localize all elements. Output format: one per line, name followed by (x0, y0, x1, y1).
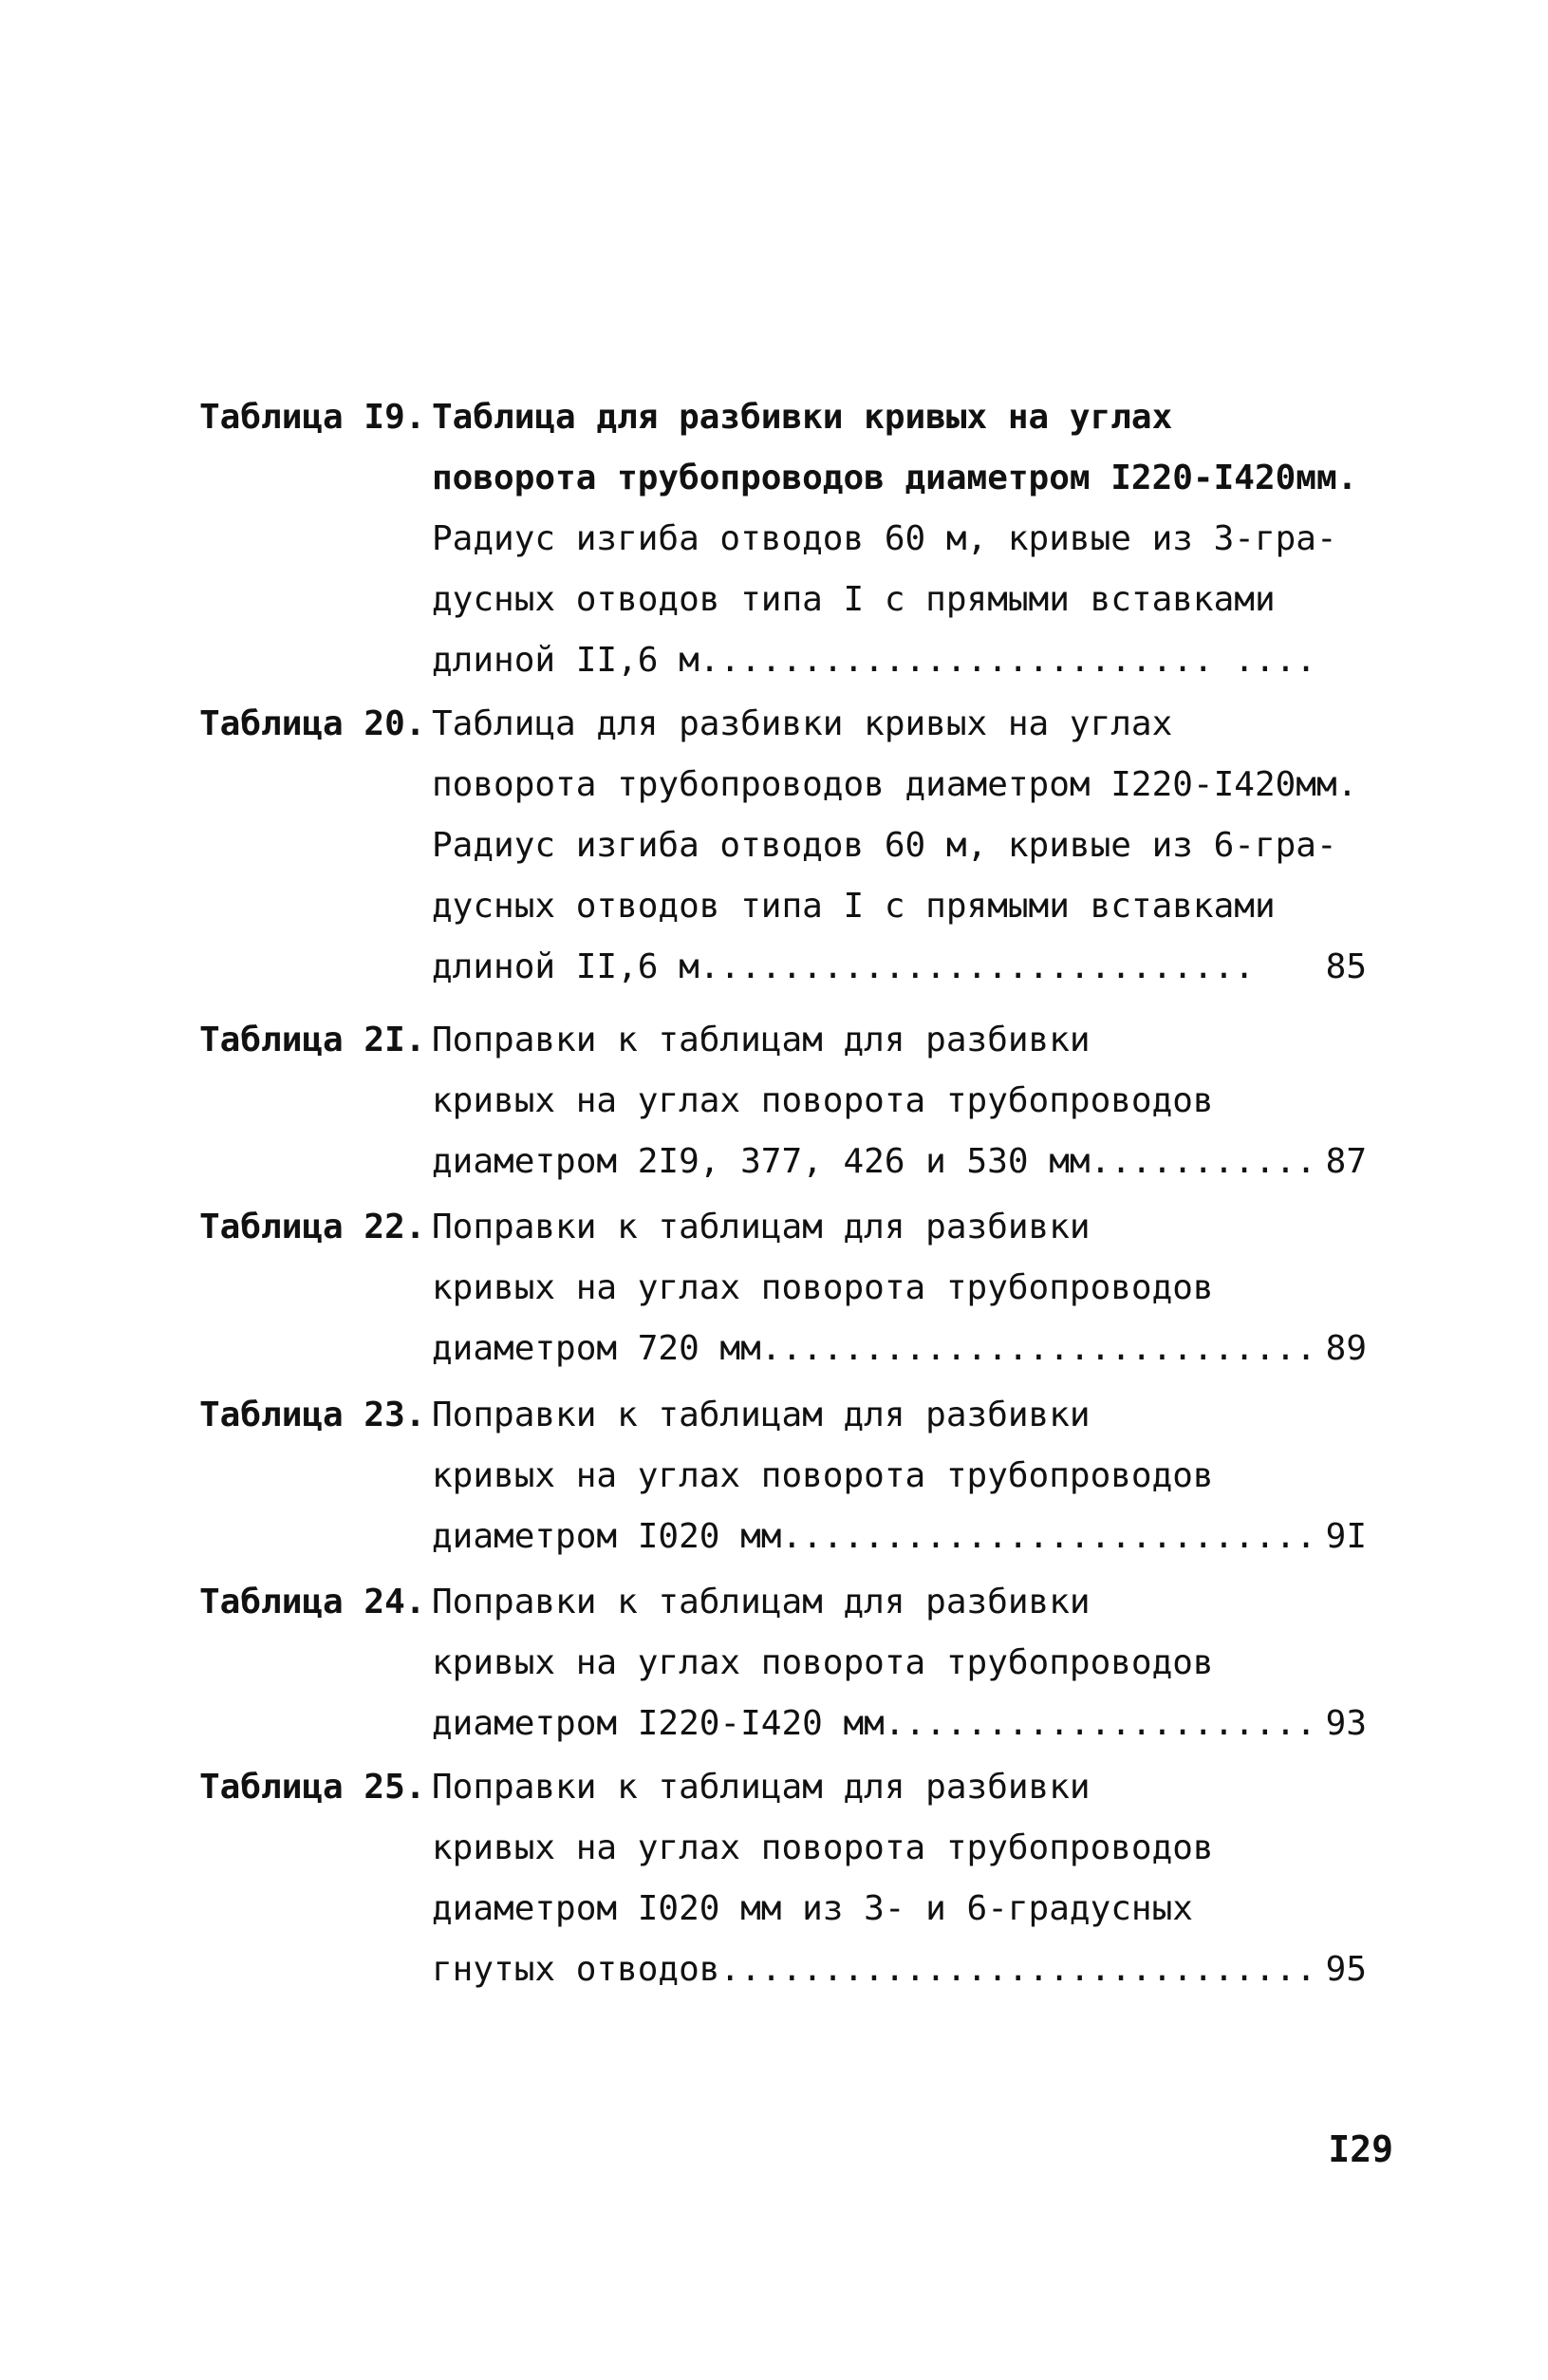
entry-title-line: дусных отводов типа I с прямыми вставками (432, 580, 1276, 619)
entry-label: Таблица 24. (199, 1583, 426, 1621)
entry-title-line: Поправки к таблицам для разбивки (432, 1208, 1091, 1246)
entry-title-line: кривых на углах поворота трубопроводов (432, 1268, 1214, 1307)
entry-label: Таблица 25. (199, 1768, 426, 1807)
entry-title-line: диаметром 2I9, 377, 426 и 530 мм........... (432, 1142, 1316, 1181)
entry-title-line: Радиус изгиба отводов 60 м, кривые из 3-гра- (432, 519, 1337, 558)
entry-title-line: диаметром I220-I420 мм..................... (432, 1704, 1316, 1743)
entry-title-line: поворота трубопроводов диаметром I220-I420мм. (432, 765, 1358, 804)
entry-title-line: Поправки к таблицам для разбивки (432, 1021, 1091, 1059)
entry-title-line: кривых на углах поворота трубопроводов (432, 1081, 1214, 1120)
entry-label: Таблица 2I. (199, 1021, 426, 1059)
entry-title-line: Поправки к таблицам для разбивки (432, 1583, 1091, 1621)
entry-title-line: Таблица для разбивки кривых на углах (432, 398, 1173, 437)
entry-title-line: кривых на углах поворота трубопроводов (432, 1643, 1214, 1682)
entry-page-number: 95 (1325, 1950, 1367, 1989)
entry-page-number: 85 (1325, 947, 1367, 986)
entry-title-line: длиной II,6 м........................... (432, 947, 1255, 986)
entry-title-line: Поправки к таблицам для разбивки (432, 1396, 1091, 1434)
entry-label: Таблица 22. (199, 1208, 426, 1246)
entry-title-line: дусных отводов типа I с прямыми вставками (432, 887, 1276, 926)
entry-title-line: диаметром I020 мм из 3- и 6-градусных (432, 1889, 1193, 1928)
entry-title-line: диаметром I020 мм.......................... (432, 1517, 1316, 1556)
entry-title-line: гнутых отводов............................. (432, 1950, 1316, 1989)
entry-title-line: Поправки к таблицам для разбивки (432, 1768, 1091, 1807)
page-folio: I29 (1328, 2128, 1393, 2170)
entry-title-line: кривых на углах поворота трубопроводов (432, 1828, 1214, 1867)
entry-label: Таблица 23. (199, 1396, 426, 1434)
entry-page-number: 87 (1325, 1142, 1367, 1181)
entry-title-line: кривых на углах поворота трубопроводов (432, 1456, 1214, 1495)
entry-title-line: Радиус изгиба отводов 60 м, кривые из 6-гра- (432, 826, 1337, 865)
entry-page-number: 9I (1325, 1517, 1367, 1556)
entry-page-number: 93 (1325, 1704, 1367, 1743)
entry-label: Таблица I9. (199, 398, 426, 437)
entry-title-line: диаметром 720 мм........................... (432, 1329, 1316, 1368)
entry-page-number: 89 (1325, 1329, 1367, 1368)
entry-label: Таблица 20. (199, 704, 426, 743)
entry-title-line: Таблица для разбивки кривых на углах (432, 704, 1173, 743)
entry-title-line: поворота трубопроводов диаметром I220-I420мм. (432, 459, 1358, 497)
entry-title-line: длиной II,6 м......................... .... (432, 641, 1316, 680)
